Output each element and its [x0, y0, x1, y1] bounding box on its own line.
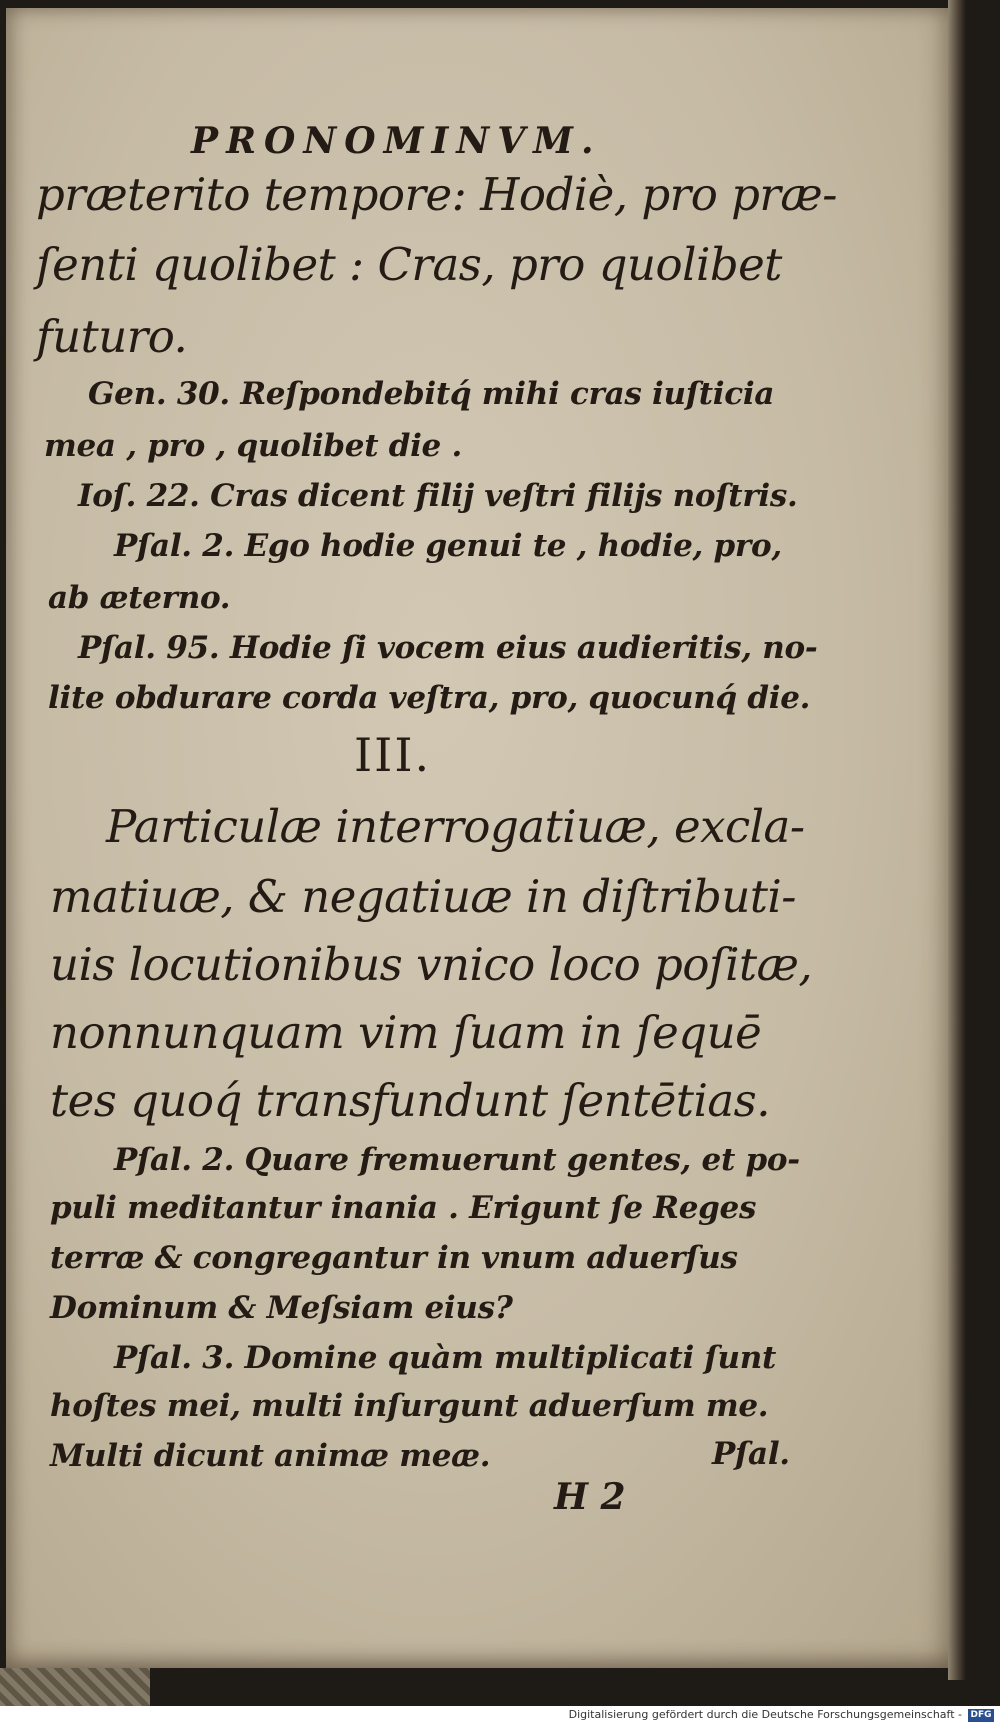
binding-fragment — [0, 1668, 150, 1708]
text-line: ſenti quolibet : Cras, pro quolibet — [36, 238, 782, 291]
text-line: Pſal. 3. Domine quàm multiplicati ſunt — [114, 1340, 776, 1376]
text-line: Multi dicunt animæ meæ. — [50, 1438, 491, 1474]
rule-text-line: Particulæ interrogatiuæ, excla- — [106, 800, 805, 853]
text-line: Pſal. 2. Ego hodie genui te , hodie, pro, — [114, 528, 782, 564]
text-line: Pſal. 2. Quare fremuerunt gentes, et po- — [114, 1142, 800, 1178]
signature-mark: H 2 — [554, 1476, 626, 1518]
section-number: III. — [354, 728, 432, 782]
text-line: Pſal. 95. Hodie ſi vocem eius audieritis, no- — [78, 630, 818, 666]
text-line: Ioſ. 22. Cras dicent filij veſtri filijs noſtris. — [78, 478, 798, 514]
text-line: præterito tempore: Hodiè, pro præ- — [36, 168, 837, 221]
text-line: Gen. 30. Reſpondebitq́ mihi cras iuſticia — [88, 376, 775, 412]
text-line: puli meditantur inania . Erigunt ſe Reges — [50, 1190, 757, 1226]
text-line: hoſtes mei, multi inſurgunt aduerſum me. — [50, 1388, 769, 1424]
text-line: terræ & congregantur in vnum aduerſus — [50, 1240, 738, 1276]
text-line: ab æterno. — [48, 580, 231, 616]
footer-credit: Digitalisierung gefördert durch die Deutsche Forschungsgemeinschaft - — [568, 1708, 962, 1721]
footer-bar — [0, 1706, 1000, 1726]
rule-text-line: nonnunquam vim ſuam in ſequē — [50, 1006, 762, 1059]
catchword: Pſal. — [712, 1436, 790, 1472]
page-edge-shadow — [948, 0, 966, 1680]
text-line: lite obdurare corda veſtra, pro, quocunq́ die. — [48, 680, 811, 716]
running-head: PRONOMINVM. — [191, 120, 602, 162]
rule-text-line: tes quoq́ transfundunt ſentētias. — [50, 1074, 771, 1127]
dfg-logo-icon: DFG — [968, 1709, 994, 1722]
text-line: futuro. — [36, 310, 188, 363]
rule-text-line: uis locutionibus vnico loco poſitæ, — [50, 938, 813, 991]
rule-text-line: matiuæ, & negatiuæ in diſtributi- — [50, 870, 797, 923]
text-line: Dominum & Meſsiam eius? — [50, 1290, 513, 1326]
text-line: mea , pro , quolibet die . — [44, 428, 462, 464]
book-page — [6, 8, 956, 1668]
